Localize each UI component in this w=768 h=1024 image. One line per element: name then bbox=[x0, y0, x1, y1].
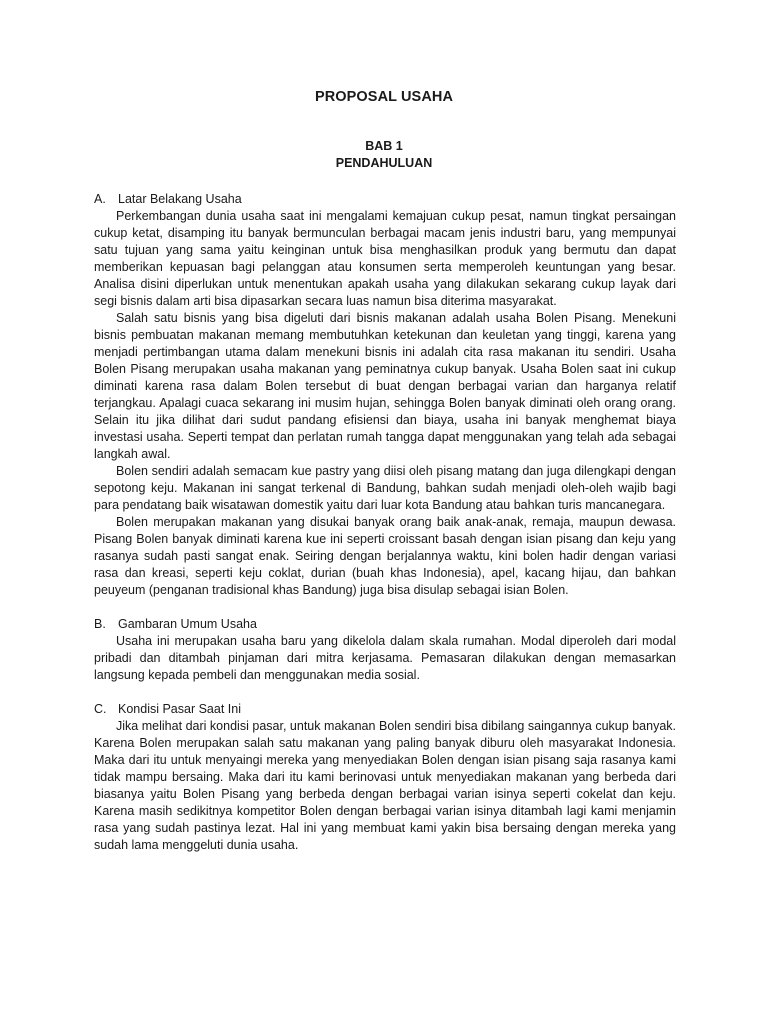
section-spacer bbox=[94, 684, 676, 701]
paragraph: Usaha ini merupakan usaha baru yang dikelola dalam skala rumahan. Modal diperoleh dari modal pribadi dan ditambah pinjaman dari mitra kerjasama. Pemasaran dilakukan dengan memasarkan langsung kepada pembeli dan menggunakan media sosial. bbox=[94, 634, 676, 682]
paragraph: Perkembangan dunia usaha saat ini mengalami kemajuan cukup pesat, namun tingkat persaingan cukup ketat, disamping itu banyak bermunculan berbagai macam jenis industri baru, yang mempunyai satu tujuan yang sama yaitu keinginan untuk bisa menghasilkan produk yang bermutu dan dapat memberikan kepuasan bagi pelanggan atau konsumen serta memperoleh keuntungan yang besar. Analisa disini diperlukan untuk menentukan apakah usaha yang dilakukan sekarang cukup layak dari segi bisnis dalam arti bisa dipasarkan secara luas namun bisa diterima masyarakat. bbox=[94, 209, 676, 308]
document-title: PROPOSAL USAHA bbox=[314, 89, 454, 105]
section-spacer bbox=[94, 599, 676, 616]
section-letter: C. bbox=[94, 702, 107, 716]
paragraph: Bolen merupakan makanan yang disukai banyak orang baik anak-anak, remaja, maupun dewasa. Pisang Bolen banyak diminati karena kue ini seperti croissant basah dengan isian pisang dan keju yang rasanya sudah pasti sangat enak. Seiring dengan berjalannya waktu, kini bolen hadir dengan variasi rasa dan kreasi, seperti keju coklat, durian (buah khas Indonesia), apel, kacang hijau, dan bahkan peuyeum (penganan tradisional khas Bandung) juga bisa disulap sebagai isian Bolen. bbox=[94, 515, 676, 597]
section-letter: A. bbox=[94, 192, 106, 206]
section-title: Latar Belakang Usaha bbox=[118, 192, 242, 206]
section-title: Kondisi Pasar Saat Ini bbox=[118, 702, 241, 716]
section-heading-c bbox=[94, 701, 676, 718]
paragraph: Jika melihat dari kondisi pasar, untuk makanan Bolen sendiri bisa dibilang saingannya cukup banyak. Karena Bolen merupakan salah satu makanan yang paling banyak diburu oleh masyarakat Indonesia. Maka dari itu untuk menyaingi mereka yang menyediakan Bolen dengan isian pisang saja rasanya kami tidak mampu bersaing. Maka dari itu kami berinovasi untuk menyediakan makanan yang berbeda dari biasanya yaitu Bolen Pisang yang berbeda dengan berbagai varian isinya seperti cokelat dan keju. Karena masih sedikitnya kompetitor Bolen dengan berbagai varian isinya ditambah lagi kami menjamin rasa yang sudah pastinya lezat. Hal ini yang membuat kami yakin bisa bersaing dengan mereka yang sudah lama menggeluti dunia usaha. bbox=[94, 719, 676, 852]
paragraph: Salah satu bisnis yang bisa digeluti dari bisnis makanan adalah usaha Bolen Pisang. Menekuni bisnis pembuatan makanan memang membutuhkan ketekunan dan keuletan yang tinggi, karena yang menjadi pertimbangan utama dalam menekuni bisnis ini adalah cita rasa makanan itu sendiri. Usaha Bolen Pisang merupakan usaha makanan yang peminatnya cukup banyak. Usaha Bolen saat ini cukup diminati karena rasa dalam Bolen tersebut di buat dengan berbagai varian dan harganya relatif terjangkau. Apalagi cuaca sekarang ini musim hujan, sehingga Bolen banyak diminati oleh orang orang. Selain itu jika dilihat dari sudut pandang efisiensi dan biaya, usaha ini banyak menghemat biaya investasi usaha. Seperti tempat dan perlatan rumah tangga dapat menggunakan yang telah ada sebagai langkah awal. bbox=[94, 311, 676, 461]
chapter-title: PENDAHULUAN bbox=[335, 156, 433, 170]
paragraph: Bolen sendiri adalah semacam kue pastry yang diisi oleh pisang matang dan juga dilengkapi dengan sepotong keju. Makanan ini sangat terkenal di Bandung, bahkan sudah menjadi oleh-oleh wajib bagi para pendatang baik wisatawan domestik yaitu dari luar kota Bandung atau bahkan turis mancanegara. bbox=[94, 464, 676, 512]
chapter-number: BAB 1 bbox=[365, 139, 403, 153]
section-title: Gambaran Umum Usaha bbox=[118, 617, 257, 631]
section-heading-b bbox=[94, 616, 676, 633]
document-body bbox=[94, 191, 676, 854]
section-letter: B. bbox=[94, 617, 106, 631]
section-heading-a bbox=[94, 191, 676, 208]
